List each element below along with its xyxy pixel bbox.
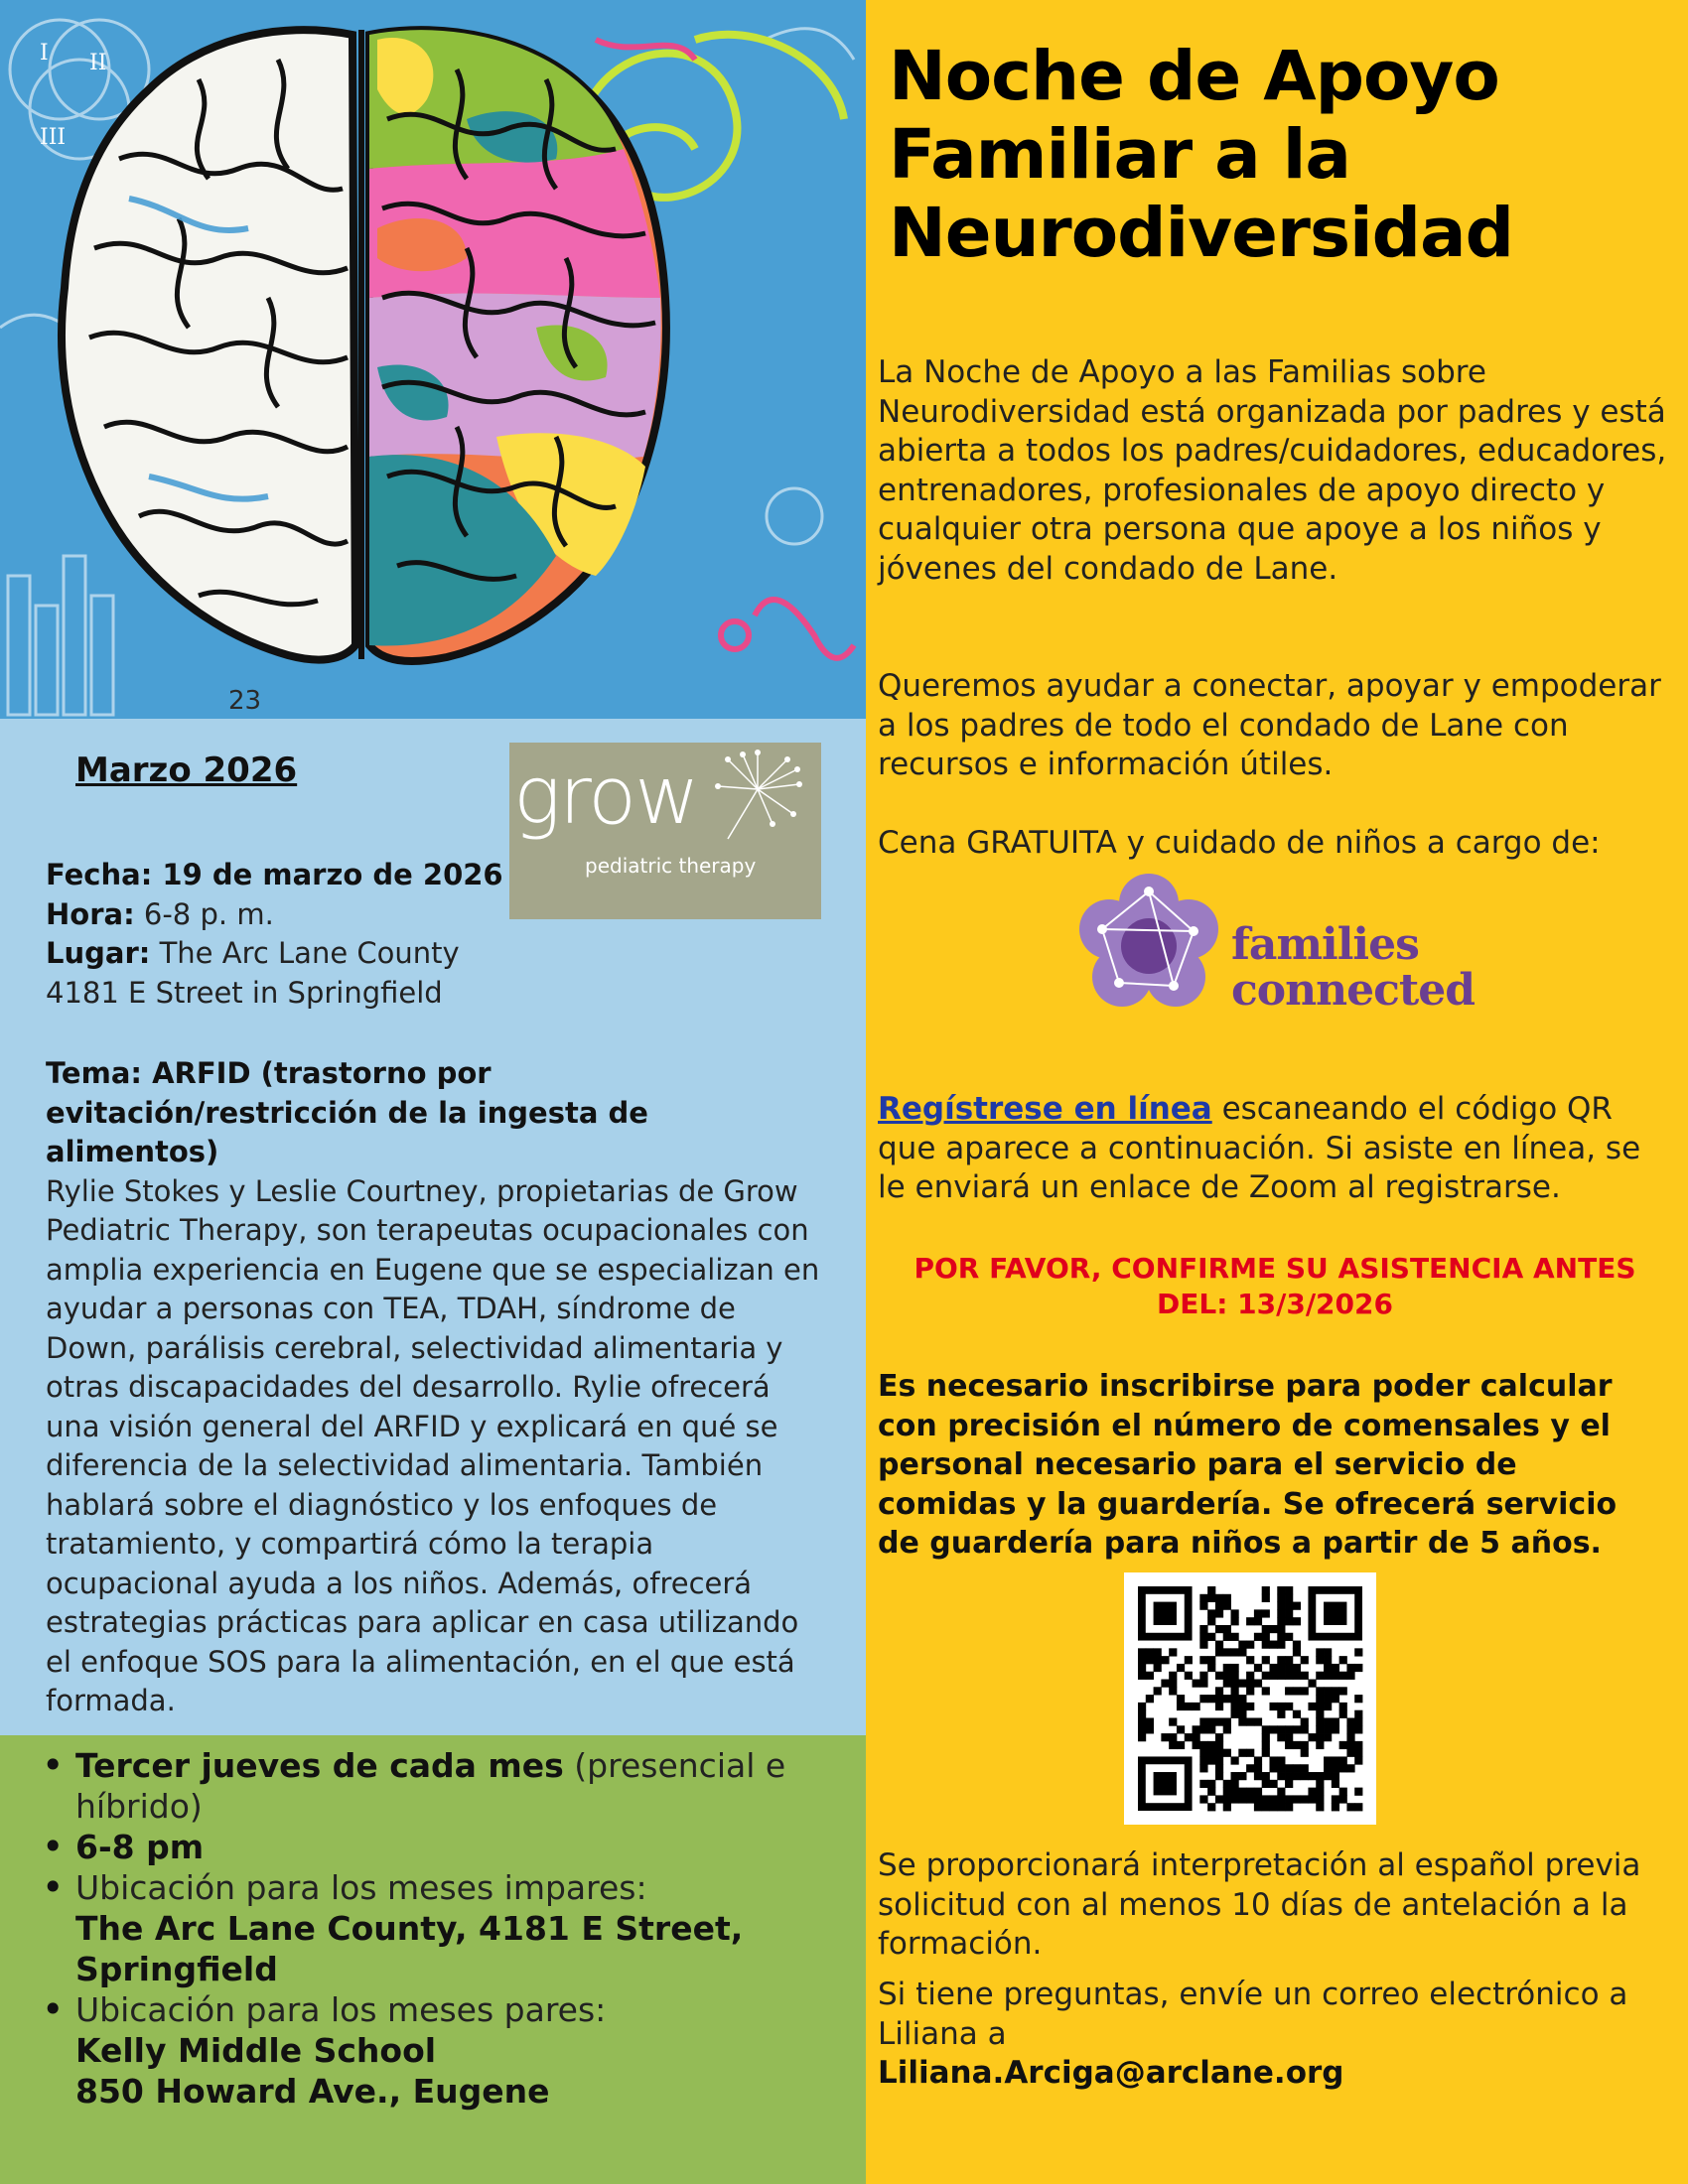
contact-text: Si tiene preguntas, envíe un correo electrónico a Liliana a [878,1977,1628,2052]
schedule-time: 6-8 pm [75,1828,205,1866]
time-label: Hora: [46,896,135,931]
date-label: Fecha: 19 de marzo de 2026 [46,858,503,891]
schedule-item-odd-months [38,1867,862,1989]
register-online-link[interactable]: Regístrese en línea [878,1091,1212,1127]
topic-body: Rylie Stokes y Leslie Courtney, propietarias de Grow Pediatric Therapy, son terapeutas ocupacionales con amplia experiencia en Eugene que se especializan en ayudar a personas con TEA, TDAH, síndrome de Down, parálisis cerebral, selectividad alimentaria y otras discapacidades del desarrollo. Rylie ofrecerá una visión general del ARFID y explicará en qué se diferencia de la selectividad alimentaria. También hablará sobre el diagnóstico y los enfoques de tratamiento, y compartirá cómo la terapia ocupacional ayuda a los niños. Además, ofrecerá estrategias prácticas para aplicar en casa utilizando el enfoque SOS para la alimentación, en el que está formada. [46,1173,820,1717]
schedule-item-even-months [38,1989,862,2112]
rsvp-notice [878,1251,1672,1322]
mission-paragraph: Queremos ayudar a conectar, apoyar y empoderar a los padres de todo el condado de Lane con recursos e información útiles. [878,668,1661,782]
qr-code-graphic [1124,1572,1376,1825]
topic-section [46,1054,830,1721]
contact-paragraph [878,1976,1672,2094]
grow-logo-subtitle: pediatric therapy [585,854,757,878]
contact-email-link[interactable]: Liliana.Arciga@arclane.org [878,2055,1344,2091]
place-label: Lugar: [46,936,151,970]
schedule-item-frequency [38,1745,862,1827]
even-months-address: 850 Howard Ave., Eugene [75,2072,550,2111]
even-months-label: Ubicación para los meses pares: [75,1990,607,2029]
odd-months-location: The Arc Lane County, 4181 E Street, Springfield [75,1909,744,1988]
register-paragraph [878,1090,1672,1208]
brain-number: 23 [228,686,262,716]
topic-heading: Tema: ARFID (trastorno por evitación/restricción de la ingesta de alimentos) [46,1056,648,1168]
schedule-item-time [38,1827,862,1867]
schedule-list [38,1745,862,2112]
rsvp-line2: DEL: 13/3/2026 [1157,1288,1393,1320]
families-logo-line1: families [1231,919,1419,970]
roman-numeral-2: II [89,51,107,75]
roman-numeral-3: III [40,125,67,150]
register-text: escaneando el código QR que aparece a continuación. Si asiste en línea, se le enviará un enlace de Zoom al registrarse. [878,1091,1641,1205]
frequency-label: Tercer jueves de cada mes [75,1746,564,1785]
grow-logo-word: grow [513,750,698,842]
page-title: Noche de Apoyo Familiar a la Neurodiversidad [889,37,1514,273]
address-value: 4181 E Street in Springfield [46,975,443,1010]
families-logo-line2: connected [1231,965,1475,1016]
families-connected-flower-icon [1074,872,1223,1021]
event-details [46,856,830,1013]
dinner-note: Cena GRATUITA y cuidado de niños a cargo de: [878,825,1601,861]
time-value: 6-8 p. m. [134,896,274,931]
qr-code-icon[interactable] [1124,1572,1376,1825]
brain-image [0,0,866,719]
odd-months-label: Ubicación para los meses impares: [75,1868,647,1907]
month-heading: Marzo 2026 [75,751,298,790]
brain-illustration [0,0,866,719]
rsvp-line1: POR FAVOR, CONFIRME SU ASISTENCIA ANTES [914,1252,1636,1285]
dandelion-icon [698,745,817,854]
interpretation-paragraph: Se proporcionará interpretación al español previa solicitud con al menos 10 días de antelación a la formación. [878,1847,1641,1962]
frequency-note: (presencial e híbrido) [75,1746,786,1826]
even-months-school: Kelly Middle School [75,2031,437,2070]
intro-paragraph: La Noche de Apoyo a las Familias sobre Neurodiversidad está organizada por padres y está abierta a todos los padres/cuidadores, educadores, entrenadores, profesionales de apoyo directo y cualquier otra persona que apoye a los niños y jóvenes del condado de Lane. [878,354,1667,587]
registration-required-paragraph: Es necesario inscribirse para poder calcular con precisión el número de comensales y el personal necesario para el servicio de comidas y la guardería. Se ofrecerá servicio de guardería para niños a partir de 5 años. [878,1369,1618,1561]
place-value: The Arc Lane County [150,936,460,970]
families-connected-logo [1074,872,1491,1021]
roman-numeral-1: I [40,41,49,66]
